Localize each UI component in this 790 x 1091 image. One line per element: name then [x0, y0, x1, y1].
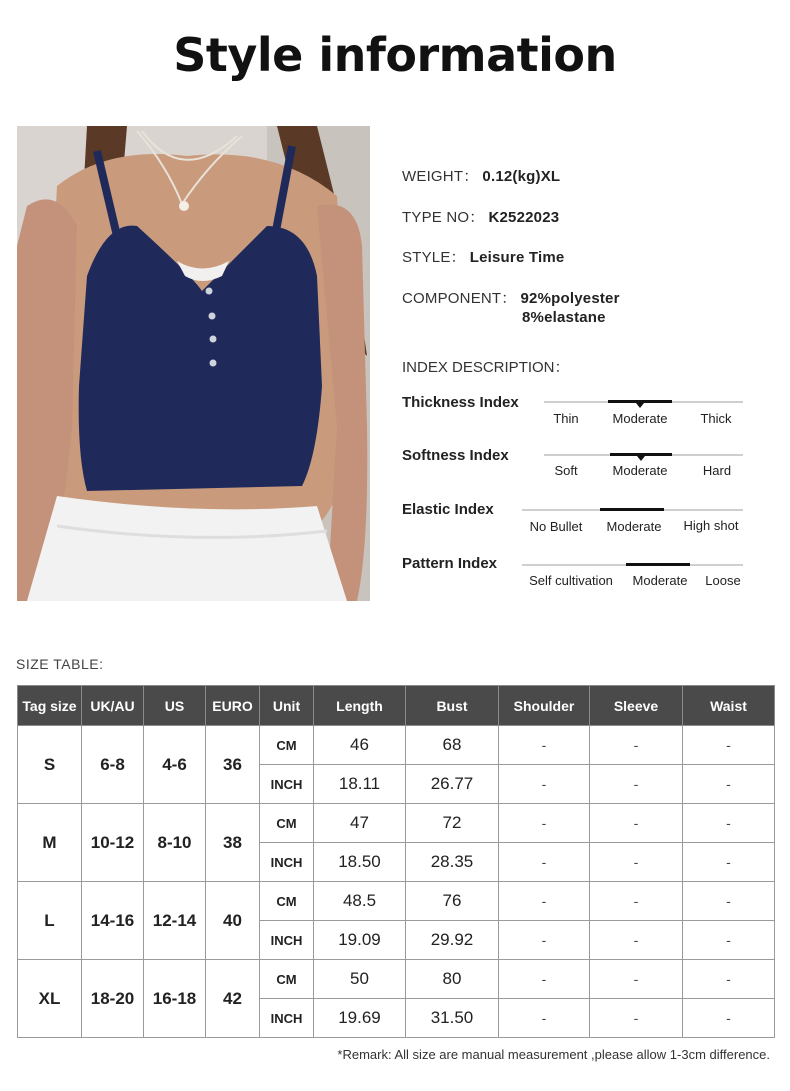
sleeve-cell: - — [590, 882, 683, 921]
thickness-option-moderate: Moderate — [612, 411, 668, 426]
us-cell: 16-18 — [144, 960, 206, 1038]
length-cell: 19.09 — [314, 921, 406, 960]
uk-au-cell: 18-20 — [82, 960, 144, 1038]
elastic-option-no-bullet: No Bullet — [529, 519, 583, 534]
type-no-row — [402, 206, 559, 227]
softness-option-soft: Soft — [554, 463, 578, 478]
bust-cell: 72 — [406, 804, 499, 843]
weight-value: 0.12(kg)XL — [482, 168, 561, 185]
page-title: Style information — [173, 28, 617, 82]
length-cell: 47 — [314, 804, 406, 843]
uk-au-cell: 10-12 — [82, 804, 144, 882]
sleeve-cell: - — [590, 960, 683, 999]
header-shoulder: Shoulder — [499, 686, 590, 726]
uk-au-cell: 14-16 — [82, 882, 144, 960]
header-length: Length — [314, 686, 406, 726]
waist-cell: - — [683, 882, 775, 921]
us-cell: 4-6 — [144, 726, 206, 804]
sleeve-cell: - — [590, 999, 683, 1038]
product-photo — [17, 126, 370, 601]
model-wearing-camisole-image — [17, 126, 370, 601]
sleeve-cell: - — [590, 726, 683, 765]
pattern-option-loose: Loose — [705, 573, 741, 588]
type-no-value: K2522023 — [488, 209, 560, 226]
euro-cell: 36 — [206, 726, 260, 804]
bust-cell: 26.77 — [406, 765, 499, 804]
tag-size-cell: M — [18, 804, 82, 882]
elastic-option-high-shot: High shot — [683, 518, 739, 533]
elastic-index-label: Elastic Index — [402, 501, 494, 518]
waist-cell: - — [683, 843, 775, 882]
thickness-index-label: Thickness Index — [402, 394, 519, 411]
unit-cell: CM — [260, 882, 314, 921]
table-row — [18, 882, 775, 921]
table-row — [18, 804, 775, 843]
component-label: COMPONENT： — [402, 290, 517, 307]
tag-size-cell: S — [18, 726, 82, 804]
header-sleeve: Sleeve — [590, 686, 683, 726]
unit-cell: CM — [260, 804, 314, 843]
header-bust: Bust — [406, 686, 499, 726]
shoulder-cell: - — [499, 843, 590, 882]
us-cell: 8-10 — [144, 804, 206, 882]
length-cell: 18.50 — [314, 843, 406, 882]
length-cell: 50 — [314, 960, 406, 999]
size-table-header-row — [18, 686, 775, 726]
euro-cell: 38 — [206, 804, 260, 882]
shoulder-cell: - — [499, 999, 590, 1038]
pattern-index-label: Pattern Index — [402, 555, 498, 572]
softness-index-pointer — [637, 456, 645, 461]
shoulder-cell: - — [499, 726, 590, 765]
pattern-index-marker — [626, 563, 690, 566]
component-row — [402, 287, 620, 308]
waist-cell: - — [683, 726, 775, 765]
header-uk-au: UK/AU — [82, 686, 144, 726]
unit-cell: INCH — [260, 921, 314, 960]
bust-cell: 76 — [406, 882, 499, 921]
thickness-option-thin: Thin — [553, 411, 579, 426]
softness-option-hard: Hard — [702, 463, 732, 478]
thickness-option-thick: Thick — [700, 411, 732, 426]
shoulder-cell: - — [499, 882, 590, 921]
size-table-heading: SIZE TABLE: — [16, 656, 104, 672]
us-cell: 12-14 — [144, 882, 206, 960]
waist-cell: - — [683, 804, 775, 843]
table-row — [18, 726, 775, 765]
euro-cell: 42 — [206, 960, 260, 1038]
waist-cell: - — [683, 960, 775, 999]
bust-cell: 68 — [406, 726, 499, 765]
sleeve-cell: - — [590, 765, 683, 804]
header-tag-size: Tag size — [18, 686, 82, 726]
weight-label: WEIGHT： — [402, 168, 479, 185]
component-value-1: 92%polyester — [520, 290, 620, 307]
style-row — [402, 246, 564, 267]
length-cell: 19.69 — [314, 999, 406, 1038]
tag-size-cell: L — [18, 882, 82, 960]
unit-cell: CM — [260, 960, 314, 999]
length-cell: 18.11 — [314, 765, 406, 804]
bust-cell: 29.92 — [406, 921, 499, 960]
euro-cell: 40 — [206, 882, 260, 960]
sleeve-cell: - — [590, 804, 683, 843]
length-cell: 48.5 — [314, 882, 406, 921]
tag-size-cell: XL — [18, 960, 82, 1038]
size-remark-note: *Remark: All size are manual measurement ,please allow 1-3cm difference. — [337, 1047, 770, 1062]
softness-option-moderate: Moderate — [612, 463, 668, 478]
waist-cell: - — [683, 765, 775, 804]
sleeve-cell: - — [590, 843, 683, 882]
waist-cell: - — [683, 999, 775, 1038]
bust-cell: 31.50 — [406, 999, 499, 1038]
header-unit: Unit — [260, 686, 314, 726]
header-us: US — [144, 686, 206, 726]
style-value: Leisure Time — [469, 249, 565, 266]
uk-au-cell: 6-8 — [82, 726, 144, 804]
table-row — [18, 960, 775, 999]
shoulder-cell: - — [499, 765, 590, 804]
pattern-option-self-cultivation: Self cultivation — [529, 573, 613, 588]
shoulder-cell: - — [499, 960, 590, 999]
unit-cell: INCH — [260, 765, 314, 804]
thickness-index-pointer — [636, 403, 644, 408]
elastic-index-marker — [600, 508, 664, 511]
component-row-2 — [522, 308, 606, 326]
header-waist: Waist — [683, 686, 775, 726]
size-table — [17, 685, 775, 1038]
shoulder-cell: - — [499, 921, 590, 960]
shoulder-cell: - — [499, 804, 590, 843]
unit-cell: INCH — [260, 843, 314, 882]
weight-row — [402, 165, 560, 186]
waist-cell: - — [683, 921, 775, 960]
bust-cell: 28.35 — [406, 843, 499, 882]
style-label: STYLE： — [402, 249, 466, 266]
component-value-2: 8%elastane — [522, 309, 606, 326]
index-description-heading: INDEX DESCRIPTION： — [402, 359, 570, 376]
bust-cell: 80 — [406, 960, 499, 999]
header-euro: EURO — [206, 686, 260, 726]
sleeve-cell: - — [590, 921, 683, 960]
pattern-option-moderate: Moderate — [632, 573, 688, 588]
elastic-option-moderate: Moderate — [606, 519, 662, 534]
type-no-label: TYPE NO： — [402, 209, 485, 226]
length-cell: 46 — [314, 726, 406, 765]
softness-index-label: Softness Index — [402, 447, 509, 464]
unit-cell: CM — [260, 726, 314, 765]
unit-cell: INCH — [260, 999, 314, 1038]
